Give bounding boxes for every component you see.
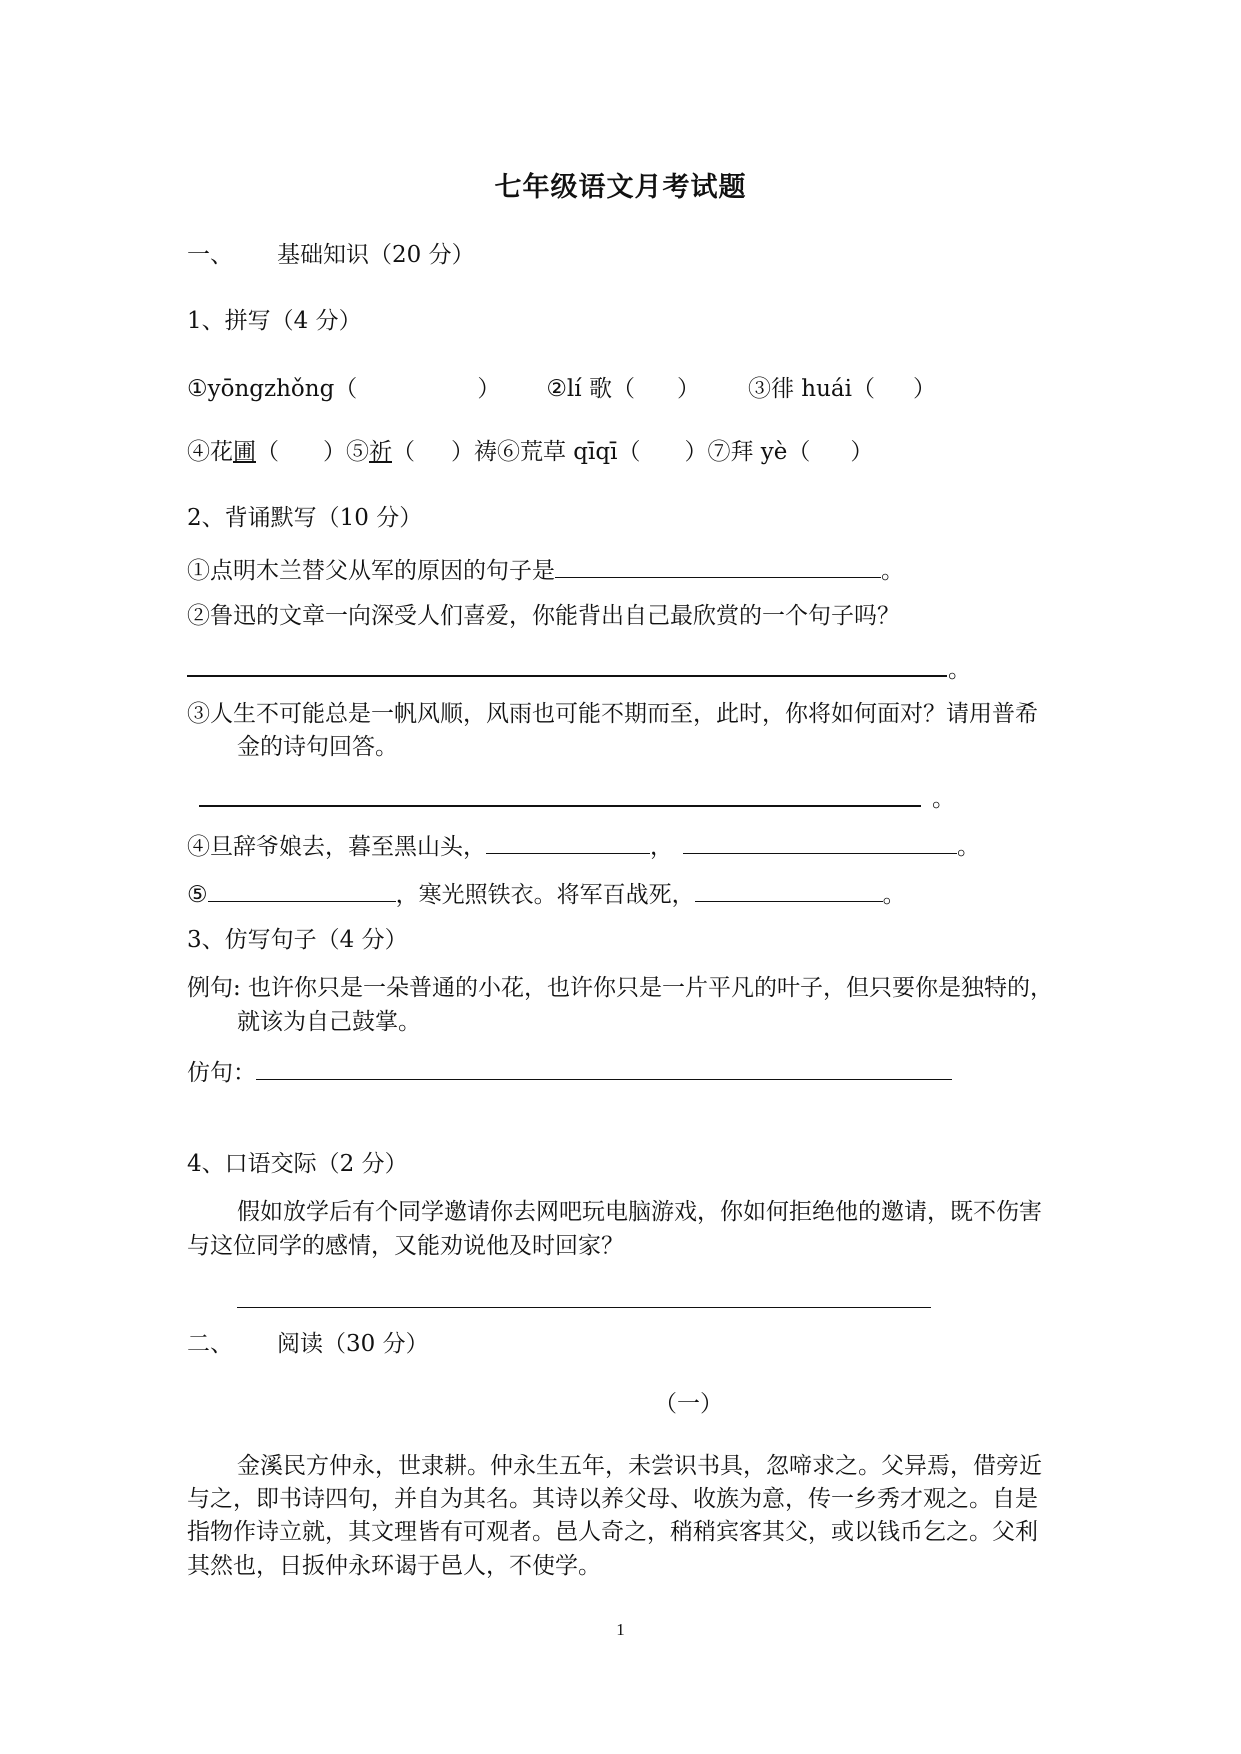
q2-item-2: ②鲁迅的文章一向深受人们喜爱，你能背出自己最欣赏的一个句子吗？	[187, 603, 900, 629]
q2-item-1	[187, 553, 904, 586]
q2-item-3-line-1: ③人生不可能总是一帆风顺，风雨也可能不期而至，此时，你将如何面对？请用普希	[187, 701, 1038, 727]
q2-item-5-blank-2[interactable]	[695, 877, 883, 902]
reading-paragraph-line-3: 指物作诗立就，其文理皆有可观者。邑人奇之，稍稍宾客其父，或以钱币乞之。父利	[187, 1519, 1038, 1545]
q3-example-line-2: 就该为自己鼓掌。	[237, 1009, 421, 1035]
q2-item-1-text: ①点明木兰替父从军的原因的句子是	[187, 558, 555, 584]
q1-item-2: ②lí 歌（	[546, 376, 635, 402]
q1-item-4: ④花	[187, 439, 233, 465]
q2-item-3-blank[interactable]	[199, 805, 921, 807]
section-1-heading	[187, 240, 475, 270]
q2-item-4-blank-1[interactable]	[486, 829, 650, 854]
q2-item-3-end: 。	[932, 786, 955, 812]
section-2-label: 阅读（30 分）	[277, 1331, 429, 1357]
reading-paragraph-line-1: 金溪民方仲永，世隶耕。仲永生五年，未尝识书具，忽啼求之。父异焉，借旁近	[237, 1453, 1042, 1479]
q2-item-2-end: 。	[948, 657, 971, 683]
q2-item-4-mid: ，	[650, 834, 673, 860]
q1-item-5: ⑤	[346, 439, 369, 465]
q3-label: 3、仿写句子（4 分）	[187, 927, 408, 953]
reading-paragraph-line-4: 其然也，日扳仲永环谒于邑人，不使学。	[187, 1553, 601, 1579]
q2-item-4-text: ④旦辞爷娘去，暮至黑山头，	[187, 834, 486, 860]
q4-text-line-1: 假如放学后有个同学邀请你去网吧玩电脑游戏，你如何拒绝他的邀请，既不伤害	[237, 1199, 1042, 1225]
q1-item-6: ⑥荒草 qīqī（	[497, 439, 641, 465]
q1-item-4-open: （	[256, 439, 279, 465]
section-1-label: 基础知识（20 分）	[277, 242, 475, 268]
q4-text-line-2: 与这位同学的感情，又能劝说他及时回家？	[187, 1233, 624, 1259]
q4-label: 4、口语交际（2 分）	[187, 1151, 408, 1177]
q2-item-4-end: 。	[957, 834, 980, 860]
reading-paragraph-line-2: 与之，即书诗四句，并自为其名。其诗以养父母、收族为意，传一乡秀才观之。自是	[187, 1486, 1038, 1512]
q1-item-4-close: ）	[323, 439, 346, 465]
q3-answer	[187, 1055, 952, 1088]
q1-item-5-close: ）祷	[451, 439, 497, 465]
q1-item-5-target: 祈	[369, 439, 392, 465]
q2-item-5-blank-1[interactable]	[208, 877, 396, 902]
q2-item-5-text: ，寒光照铁衣。将军百战死，	[395, 882, 695, 908]
section-2-heading	[187, 1329, 429, 1359]
q2-item-4	[187, 829, 980, 862]
q2-item-4-blank-2[interactable]	[683, 829, 957, 854]
q2-item-2-blank[interactable]	[187, 675, 947, 677]
q1-item-3: ③徘 huái（	[747, 376, 875, 402]
q2-item-5-end: 。	[882, 882, 906, 908]
q3-answer-label: 仿句：	[187, 1060, 256, 1086]
q1-item-1: ①yōngzhǒng（	[187, 376, 358, 402]
q2-item-3-line-2: 金的诗句回答。	[237, 734, 398, 760]
q1-item-3-close: ）	[912, 376, 936, 402]
q1-item-1-close: ）	[477, 376, 501, 402]
q2-item-5	[187, 877, 906, 910]
q1-label: 1、拼写（4 分）	[187, 308, 362, 334]
q1-item-6-close: ）	[684, 439, 708, 465]
q1-item-5-open: （	[392, 439, 415, 465]
q1-row-2	[187, 437, 873, 467]
q1-item-4-target: 圃	[233, 439, 256, 465]
section-2-number: 二、	[187, 1331, 233, 1357]
reading-subheading: （一）	[654, 1391, 723, 1417]
q2-item-5-number: ⑤	[187, 882, 208, 908]
q1-item-2-close: ）	[676, 376, 700, 402]
q3-example-line-1: 例句: 也许你只是一朵普通的小花，也许你只是一片平凡的叶子，但只要你是独特的，	[187, 975, 1054, 1001]
q1-item-7-close: ）	[850, 439, 874, 465]
q1-row-1	[187, 374, 936, 404]
q1-item-7: ⑦拜 yè（	[707, 439, 811, 465]
q2-item-1-blank[interactable]	[555, 553, 881, 578]
q4-answer-blank[interactable]	[237, 1307, 931, 1308]
page-number: 1	[616, 1620, 625, 1639]
q3-answer-blank[interactable]	[256, 1055, 952, 1080]
page-title: 七年级语文月考试题	[494, 172, 747, 203]
section-1-number: 一、	[187, 242, 233, 268]
q2-item-1-end: 。	[881, 558, 904, 584]
q2-label: 2、背诵默写（10 分）	[187, 505, 423, 531]
